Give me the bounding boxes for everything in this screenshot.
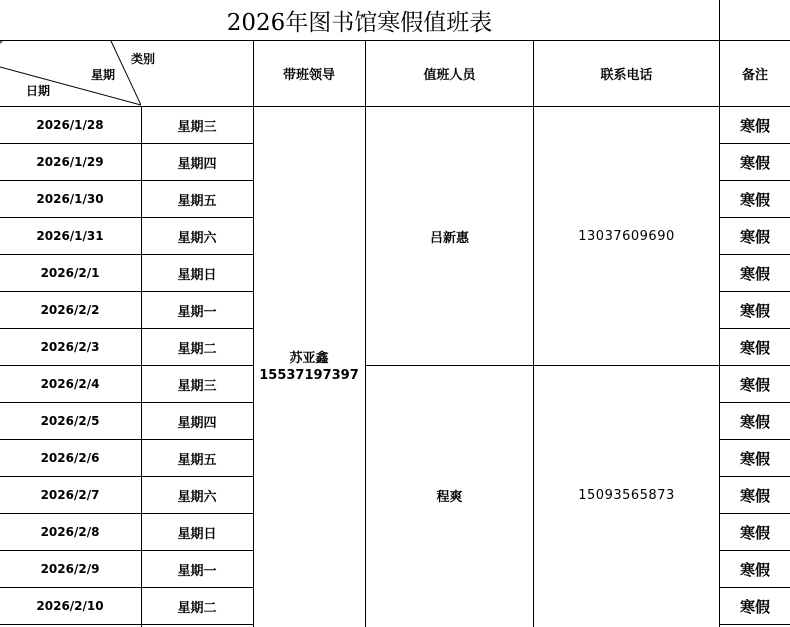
staff-name-1: 吕新惠 (429, 230, 469, 246)
row-note: 寒假 (739, 486, 770, 505)
grid-line-h (719, 587, 790, 588)
leader-cell (253, 107, 365, 627)
row-date: 2026/1/30 (36, 192, 104, 206)
grid-line-h (0, 624, 253, 625)
grid-line-v (719, 0, 720, 627)
grid-line-h (719, 217, 790, 218)
grid-line-h (365, 365, 720, 366)
grid-line-h (0, 143, 253, 144)
row-weekday: 星期二 (177, 341, 217, 357)
grid-line-h (719, 624, 790, 625)
row-weekday: 星期三 (177, 378, 217, 394)
grid-line-v (533, 41, 534, 627)
grid-line-h (0, 439, 253, 440)
grid-line-v (253, 41, 254, 627)
header-staff: 值班人员 (423, 68, 476, 83)
row-weekday: 星期日 (177, 267, 217, 283)
row-date: 2026/1/31 (36, 229, 104, 243)
row-note: 寒假 (739, 190, 770, 209)
row-date: 2026/2/2 (40, 303, 100, 317)
grid-line-h (719, 476, 790, 477)
staff-name-2: 程爽 (436, 489, 463, 505)
grid-line-h (719, 402, 790, 403)
row-weekday: 星期六 (177, 489, 217, 505)
row-date: 2026/2/5 (40, 414, 100, 428)
grid-line-h (719, 550, 790, 551)
row-note: 寒假 (739, 523, 770, 542)
grid-line-h (719, 328, 790, 329)
grid-line-h (719, 291, 790, 292)
row-date: 2026/2/9 (40, 562, 100, 576)
grid-line-h (0, 513, 253, 514)
row-weekday: 星期六 (177, 230, 217, 246)
grid-line-h (719, 143, 790, 144)
row-weekday: 星期四 (177, 156, 217, 172)
grid-line-h (0, 587, 253, 588)
row-note: 寒假 (739, 560, 770, 579)
grid-line-h (719, 439, 790, 440)
grid-line-v (365, 41, 366, 627)
row-note: 寒假 (739, 449, 770, 468)
row-note: 寒假 (739, 597, 770, 616)
grid-line-h (719, 254, 790, 255)
row-note: 寒假 (739, 116, 770, 135)
grid-line-h (719, 513, 790, 514)
row-date: 2026/1/29 (36, 155, 104, 169)
grid-line-h (0, 550, 253, 551)
grid-line-h (0, 365, 253, 366)
grid-line-h (0, 402, 253, 403)
row-date: 2026/1/28 (36, 118, 104, 132)
row-note: 寒假 (739, 301, 770, 320)
row-weekday: 星期一 (177, 563, 217, 579)
grid-line-h (719, 180, 790, 181)
row-weekday: 星期五 (177, 193, 217, 209)
leader-name: 苏亚鑫 (289, 351, 329, 366)
header-note: 备注 (741, 68, 768, 83)
header-leader: 带班领导 (282, 68, 335, 83)
row-note: 寒假 (739, 375, 770, 394)
row-weekday: 星期四 (177, 415, 217, 431)
row-weekday: 星期日 (177, 526, 217, 542)
row-note: 寒假 (739, 264, 770, 283)
header-date-label: 日期 (26, 84, 51, 98)
row-note: 寒假 (739, 153, 770, 172)
row-date: 2026/2/1 (40, 266, 100, 280)
grid-line-h (0, 291, 253, 292)
row-weekday: 星期一 (177, 304, 217, 320)
row-weekday: 星期二 (177, 600, 217, 616)
row-note: 寒假 (739, 227, 770, 246)
grid-line-h (0, 476, 253, 477)
leader-phone: 15537197397 (259, 368, 359, 383)
grid-line-h (0, 40, 790, 41)
row-date: 2026/2/4 (40, 377, 100, 391)
grid-line-h (0, 217, 253, 218)
row-date: 2026/2/8 (40, 525, 100, 539)
grid-line-h (719, 365, 790, 366)
header-diagonal-lines (0, 41, 141, 106)
grid-line-h (0, 328, 253, 329)
row-note: 寒假 (739, 338, 770, 357)
grid-line-v (141, 106, 142, 627)
row-note: 寒假 (739, 412, 770, 431)
row-date: 2026/2/7 (40, 488, 100, 502)
grid-line-h (0, 180, 253, 181)
row-weekday: 星期五 (177, 452, 217, 468)
row-date: 2026/2/6 (40, 451, 100, 465)
header-weekday-label: 星期 (91, 68, 116, 82)
page-title: 2026年图书馆寒假值班表 (226, 9, 493, 36)
row-weekday: 星期三 (177, 119, 217, 135)
header-category-label: 类别 (131, 52, 156, 66)
row-date: 2026/2/3 (40, 340, 100, 354)
staff-phone-2: 15093565873 (578, 487, 675, 503)
grid-line-h (0, 254, 253, 255)
row-date: 2026/2/10 (36, 599, 104, 613)
header-phone: 联系电话 (600, 68, 653, 83)
staff-phone-1: 13037609690 (578, 228, 675, 244)
grid-line-h (0, 106, 790, 107)
